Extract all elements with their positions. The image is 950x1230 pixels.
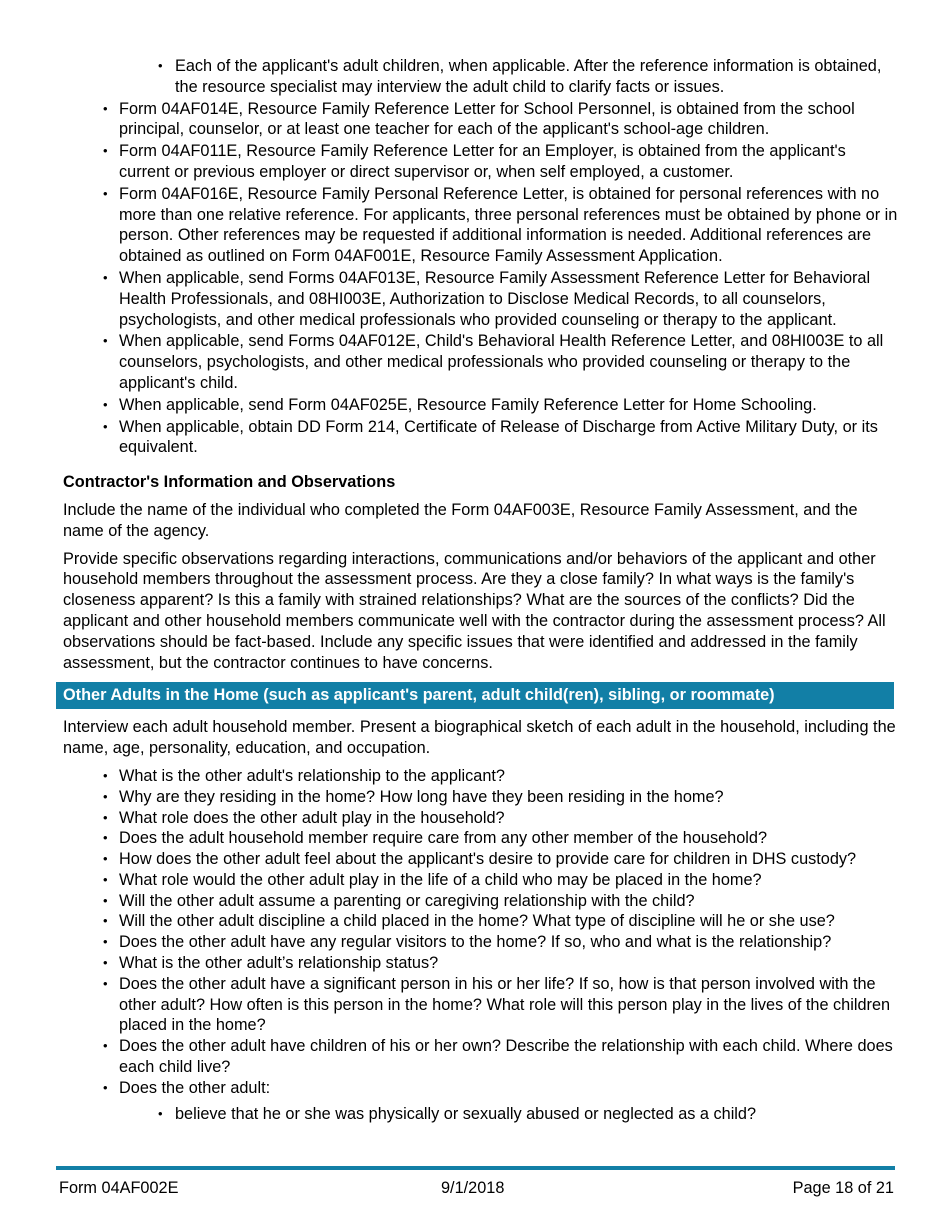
list-item: • What role would the other adult play in the life of a child who may be placed in the home? [63,870,898,891]
list-item: • Why are they residing in the home? How long have they been residing in the home? [63,787,898,808]
footer-form-number: Form 04AF002E [59,1179,179,1197]
list-item: • Does the other adult: [63,1078,898,1099]
list-item: • Form 04AF011E, Resource Family Reference Letter for an Employer, is obtained from the applicant's current or previous employer or direct supervisor or, when self employed, a customer. [63,141,898,183]
list-item: • believe that he or she was physically or sexually abused or neglected as a child? [63,1104,898,1125]
list-item: • What is the other adult’s relationship status? [63,953,898,974]
list-item: • What role does the other adult play in the household? [63,808,898,829]
other-adults-intro: Interview each adult household member. Present a biographical sketch of each adult in the household, including the name, age, personality, education, and occupation. [63,718,896,758]
list-item: • When applicable, send Form 04AF025E, Resource Family Reference Letter for Home Schooling. [63,395,898,416]
list-item: • Will the other adult assume a parenting or caregiving relationship with the child? [63,891,898,912]
list-item: • When applicable, send Forms 04AF012E, Child's Behavioral Health Reference Letter, and 08HI003E to all counselors, psychologists, and other medical professionals who provided counseling or therapy to the applicant's child. [63,331,898,393]
other-adults-question-list [63,766,898,1099]
list-item: • Each of the applicant's adult children, when applicable. After the reference information is obtained, the resource specialist may interview the adult child to clarify facts or issues. [63,56,898,98]
list-item: • Form 04AF014E, Resource Family Reference Letter for School Personnel, is obtained from the school principal, counselor, or at least one teacher for each of the applicant's school-age children. [63,99,898,141]
list-item: • Does the other adult have children of his or her own? Describe the relationship with each child. Where does each child live? [63,1036,898,1078]
other-adult-sub-questions [63,1104,898,1125]
page-content [63,56,898,1124]
list-item: • Does the other adult have a significant person in his or her life? If so, how is that person involved with the other adult? How often is this person in the home? What role will this person play in the lives of the children placed in the home? [63,974,898,1036]
contractor-heading: Contractor's Information and Observations [63,473,396,492]
footer-page-number: Page 18 of 21 [792,1179,894,1197]
list-item: • What is the other adult's relationship to the applicant? [63,766,898,787]
contractor-paragraph-2: Provide specific observations regarding interactions, communications and/or behaviors of the applicant and other household members throughout the assessment process. Are they a close family? In what ways is the family's closeness apparent? Is this a family with strained relationships? What are the sources of the conflicts? Did the applicant and other household members communicate well with the contractor during the assessment process? All observations should be fact-based. Include any specific issues that were identified and addressed in the family assessment, but the contractor continues to have concerns. [63,549,886,672]
list-item: • When applicable, send Forms 04AF013E, Resource Family Assessment Reference Letter for Behavioral Health Professionals, and 08HI003E, Authorization to Disclose Medical Records, to all counselors, psychologists, and other medical professionals who provided counseling or therapy to the applicant. [63,268,898,330]
list-item: • Does the adult household member require care from any other member of the household? [63,828,898,849]
footer-divider [56,1166,895,1170]
list-item: • How does the other adult feel about the applicant's desire to provide care for children in DHS custody? [63,849,898,870]
contractor-paragraph-1: Include the name of the individual who completed the Form 04AF003E, Resource Family Assessment, and the name of the agency. [63,500,858,540]
list-item: • Will the other adult discipline a child placed in the home? What type of discipline will he or she use? [63,911,898,932]
list-item: • Does the other adult have any regular visitors to the home? If so, who and what is the relationship? [63,932,898,953]
adult-children-sublist [63,56,898,98]
reference-list [63,99,898,459]
other-adults-section-header: Other Adults in the Home (such as applicant's parent, adult child(ren), sibling, or roommate) [56,682,894,709]
list-item: • Form 04AF016E, Resource Family Personal Reference Letter, is obtained for personal references with no more than one relative reference. For applicants, three personal references must be obtained by phone or in person. Other references may be requested if additional information is needed. Additional references are obtained as outlined on Form 04AF001E, Resource Family Assessment Application. [63,184,898,267]
footer-date: 9/1/2018 [441,1179,505,1197]
list-item: • When applicable, obtain DD Form 214, Certificate of Release of Discharge from Active Military Duty, or its equivalent. [63,417,898,459]
